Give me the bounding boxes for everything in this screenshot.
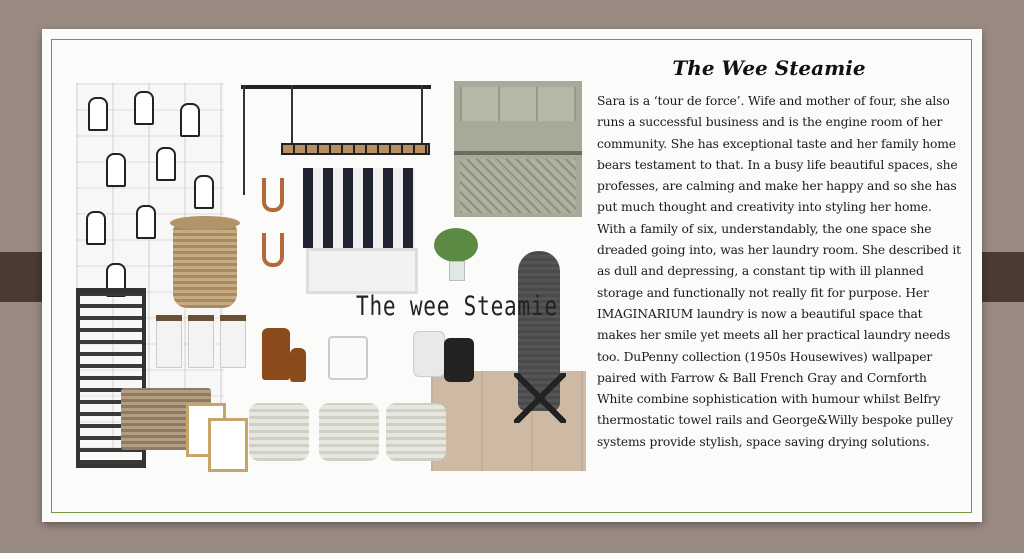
black-speaker	[444, 338, 474, 382]
moodboard-card	[42, 29, 982, 522]
ironing-board-legs	[514, 373, 566, 423]
copper-hook	[262, 178, 284, 212]
wallpaper-figure	[134, 91, 154, 125]
pulley-rope	[243, 85, 245, 195]
pulley-rope	[421, 85, 423, 147]
glass-vase	[449, 261, 465, 281]
copper-hook	[262, 233, 284, 267]
wallpaper-figure	[136, 205, 156, 239]
amber-bottle	[262, 328, 290, 380]
basket-lid	[170, 216, 240, 230]
pulley-airer	[241, 85, 431, 155]
botanical-print	[208, 418, 248, 472]
wallpaper-figure	[106, 153, 126, 187]
wall-cabinets	[460, 87, 576, 121]
window	[306, 248, 418, 294]
striped-roman-blind	[303, 168, 415, 248]
peg-bag	[188, 318, 214, 368]
worktop	[454, 151, 582, 155]
pulley-rack	[281, 143, 430, 155]
plant	[434, 228, 478, 262]
board-description: Sara is a ‘tour de force’. Wife and mother of four, she also runs a successful business and is the engine room of her community. She has exceptional taste and her family home bears testament to that. In a busy life beautiful spaces, she professes, are calming and make her happy and so she has put much thought and creativity into styling her home. With a family of six, understandably, the one space she dreaded going into, was her laundry room. She described it as dull and depressing, a constant tip with ill planned storage and functionally not really fit for purpose. Her IMAGINARIUM laundry is now a beautiful space that makes her smile yet meets all her practical laundry needs too. DuPenny collection (1950s Housewives) wallpaper paired with Farrow & Ball French Gray and Cornforth White combine sophistication with humour whilst Belfry thermostatic towel rails and George&Willy bespoke pulley systems provide stylish, space saving drying solutions.	[597, 94, 961, 449]
ceramic-tray	[249, 403, 309, 461]
wallpaper-figure	[88, 97, 108, 131]
moodboard-collage	[66, 73, 586, 503]
base-cabinets	[460, 159, 576, 213]
peg-bag	[220, 318, 246, 368]
wallpaper-figure	[194, 175, 214, 209]
ceramic-tray	[386, 403, 446, 461]
peg-bag	[156, 318, 182, 368]
wallpaper-figure	[86, 211, 106, 245]
wicker-basket	[173, 223, 237, 308]
white-speaker	[413, 331, 445, 377]
wallpaper-figure	[156, 147, 176, 181]
ceramic-tray	[319, 403, 379, 461]
board-title: The Wee Steamie	[672, 56, 866, 80]
candle	[328, 336, 368, 380]
collage-label: The wee Steamie	[356, 291, 558, 322]
wallpaper-figure	[180, 103, 200, 137]
pulley-bar	[241, 85, 431, 89]
utility-cabinets	[454, 81, 582, 217]
pulley-rope	[291, 85, 293, 147]
amber-bottle-small	[290, 348, 306, 382]
